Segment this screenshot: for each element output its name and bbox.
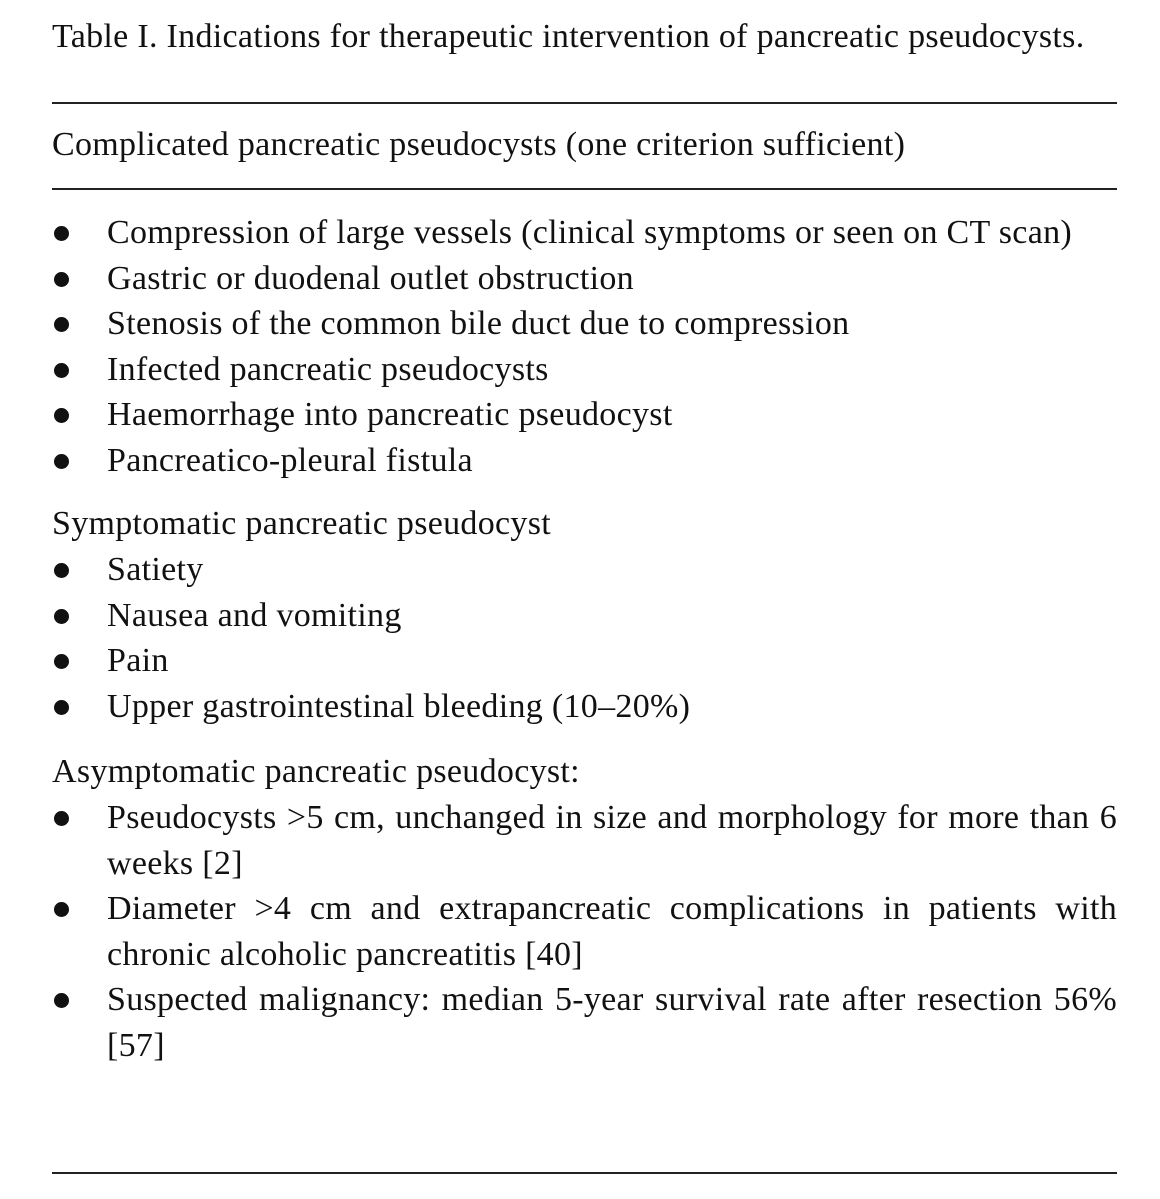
bullet-icon <box>54 993 69 1008</box>
bullet-icon <box>54 902 69 917</box>
list-item: Stenosis of the common bile duct due to compression <box>52 301 1117 347</box>
asymptomatic-list <box>52 795 1117 1068</box>
bullet-icon <box>54 700 69 715</box>
bottom-rule <box>52 1172 1117 1174</box>
table-caption: Table I. Indications for therapeutic intervention of pancreatic pseudocysts. <box>52 18 1085 55</box>
bullet-icon <box>54 363 69 378</box>
bullet-icon <box>54 226 69 241</box>
bullet-icon <box>54 654 69 669</box>
bullet-icon <box>54 317 69 332</box>
bullet-icon <box>54 811 69 826</box>
list-item: Diameter >4 cm and extrapancreatic complications in patients with chronic alcoholic pancreatitis [40] <box>52 886 1117 977</box>
list-item: Pseudocysts >5 cm, unchanged in size and morphology for more than 6 weeks [2] <box>52 795 1117 886</box>
bullet-icon <box>54 408 69 423</box>
list-item: Gastric or duodenal outlet obstruction <box>52 256 1117 302</box>
table-body <box>52 190 1117 1068</box>
complicated-list <box>52 210 1117 483</box>
list-item: Suspected malignancy: median 5-year survival rate after resection 56% [57] <box>52 977 1117 1068</box>
section-title: Symptomatic pancreatic pseudocyst <box>52 505 551 542</box>
section-title: Asymptomatic pancreatic pseudocyst: <box>52 753 580 790</box>
list-item: Upper gastrointestinal bleeding (10–20%) <box>52 684 1117 730</box>
bullet-icon <box>54 272 69 287</box>
section-symptomatic <box>52 501 1117 729</box>
list-item: Nausea and vomiting <box>52 593 1117 639</box>
section-asymptomatic <box>52 749 1117 1068</box>
bullet-icon <box>54 609 69 624</box>
bullet-icon <box>54 454 69 469</box>
list-item: Pancreatico-pleural fistula <box>52 438 1117 484</box>
table-container <box>52 14 1117 1088</box>
bullet-icon <box>54 563 69 578</box>
list-item: Satiety <box>52 547 1117 593</box>
list-item: Infected pancreatic pseudocysts <box>52 347 1117 393</box>
section-complicated <box>52 210 1117 483</box>
list-item: Haemorrhage into pancreatic pseudocyst <box>52 392 1117 438</box>
symptomatic-list <box>52 547 1117 729</box>
list-item: Pain <box>52 638 1117 684</box>
list-item: Compression of large vessels (clinical symptoms or seen on CT scan) <box>52 210 1117 256</box>
column-header: Complicated pancreatic pseudocysts (one criterion sufficient) <box>52 126 906 163</box>
